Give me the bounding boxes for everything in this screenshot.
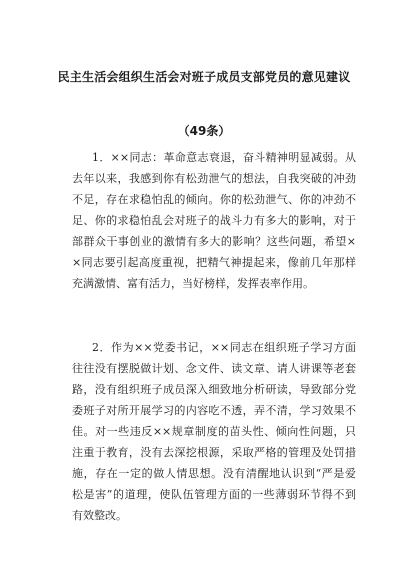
- paragraph-line: 佳。对一些违反××规章制度的苗头性、倾向性问题，只: [72, 425, 356, 438]
- paragraph-line: 足、你的求稳怕乱会对班子的战斗力有多大的影响，对于: [72, 214, 356, 227]
- paragraph-line: 去年以来，我感到你有松劲泄气的想法，自我突破的冲劲: [72, 172, 356, 185]
- document-title: 民主生活会组织生活会对班子成员支部党员的意见建议: [57, 70, 351, 84]
- paragraph-line: 路，没有组织班子成员深入细致地分析研读，导致部分党: [72, 383, 356, 396]
- paragraph-1: [72, 147, 356, 294]
- paragraph-line: 松是害”的道理，使队伍管理方面的一些薄弱环节得不到: [72, 488, 356, 501]
- paragraph-2: [72, 337, 356, 526]
- paragraph-line: 往往没有摆脱做计划、念文件、读文章、请人讲课等老套: [72, 362, 356, 375]
- paragraph-line: 有效整改。: [72, 509, 127, 522]
- paragraph-line: 委班子对所开展学习的内容吃不透，弄不清，学习效果不: [72, 404, 356, 417]
- paragraph-line: 部群众干事创业的激情有多大的影响？这些问题，希望×: [72, 235, 356, 248]
- paragraph-line: 充满激情、富有活力，当好榜样，发挥表率作用。: [72, 277, 314, 290]
- paragraph-line: 施，存在一定的做人情思想。没有清醒地认识到“严是爱: [72, 467, 356, 480]
- paragraph-line: 不足，存在求稳怕乱的倾向。你的松劲泄气、你的冲劲不: [72, 193, 356, 206]
- item-count: （49条）: [177, 124, 231, 138]
- paragraph-line: ×同志要引起高度重视，把精气神提起来，像前几年那样: [72, 256, 356, 269]
- paragraph-line: 2．作为××党委书记，××同志在组织班子学习方面: [92, 341, 356, 354]
- paragraph-line: 注重于教育，没有去深挖根源，采取严格的管理及处罚措: [72, 446, 356, 459]
- paragraph-line: 1．××同志：革命意志衰退，奋斗精神明显减弱。从: [92, 151, 356, 164]
